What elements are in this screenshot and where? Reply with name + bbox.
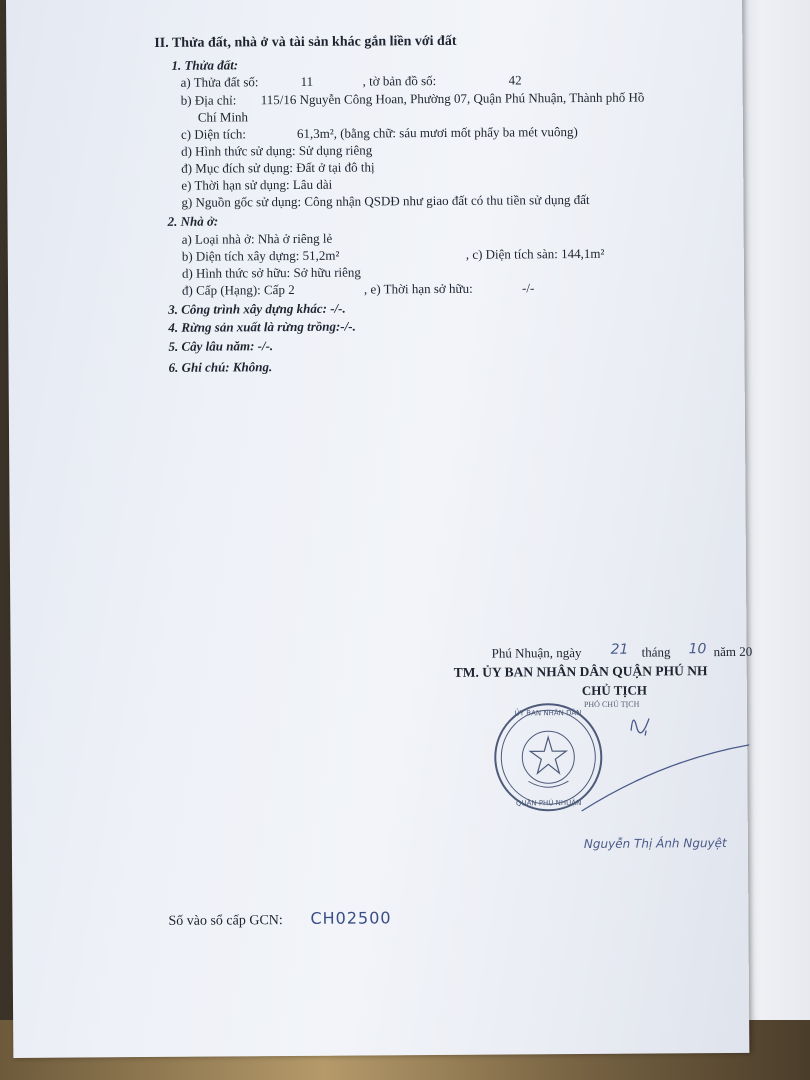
signature-scribble-icon (571, 700, 752, 821)
item-note: 6. Ghi chú: Không. (168, 359, 273, 375)
item-perennial: 5. Cây lâu năm: -/-. (168, 338, 274, 354)
ownership: d) Hình thức sở hữu: Sở hữu riêng (181, 264, 361, 281)
address-line2: Chí Minh (197, 109, 249, 125)
section-title: II. Thửa đất, nhà ở và tài sản khác gắn liền với đất (154, 33, 457, 51)
built-area: b) Diện tích xây dựng: 51,2m² (181, 247, 340, 264)
date-month-label: tháng (641, 644, 671, 660)
map-label: , tờ bản đồ số: (362, 72, 437, 89)
house-heading: 2. Nhà ở: (167, 213, 219, 229)
area-value: 61,3m², (bằng chữ: sáu mươi mốt phẩy ba mét vuông) (296, 124, 578, 141)
item-forest: 4. Rừng sản xuất là rừng trồng:-/-. (168, 318, 356, 335)
date-year-label: năm 20 (713, 643, 753, 660)
date-day: 21 (610, 641, 629, 658)
area-label: c) Diện tích: (180, 126, 246, 142)
registry-label: Số vào sổ cấp GCN: (168, 913, 283, 929)
parcel-number: 11 (300, 73, 314, 89)
svg-text:ỦY BAN NHÂN DÂN: ỦY BAN NHÂN DÂN (514, 709, 582, 718)
use-origin: g) Nguồn gốc sử dụng: Công nhận QSDĐ như giao đất có thu tiền sử dụng đất (181, 191, 590, 210)
parcel-label: a) Thửa đất số: (180, 74, 259, 90)
address-line1: 115/16 Nguyễn Công Hoan, Phường 07, Quận Phú Nhuận, Thành phố Hồ (260, 89, 645, 108)
use-form: d) Hình thức sử dụng: Sử dụng riêng (181, 142, 373, 159)
own-term-label: , e) Thời hạn sở hữu: (363, 280, 473, 297)
date-month: 10 (688, 641, 707, 658)
address-label: b) Địa chỉ: (180, 92, 237, 108)
item-other-works: 3. Công trình xây dựng khác: -/-. (168, 300, 346, 317)
grade: đ) Cấp (Hạng): Cấp 2 (181, 281, 295, 298)
signer-title: CHỦ TỊCH (581, 682, 648, 698)
certificate-page (6, 0, 753, 1058)
registry-number: CH02500 (310, 908, 392, 928)
svg-text:QUẬN PHÚ NHUẬN: QUẬN PHÚ NHUẬN (515, 799, 582, 808)
use-term: e) Thời hạn sử dụng: Lâu dài (181, 176, 333, 193)
issuing-org: TM. ỦY BAN NHÂN DÂN QUẬN PHÚ NH (453, 663, 708, 680)
purpose: đ) Mục đích sử dụng: Đất ở tại đô thị (181, 159, 375, 176)
date-prefix: Phú Nhuận, ngày (491, 644, 582, 661)
signer-name: Nguyễn Thị Ánh Nguyệt (583, 835, 727, 851)
signer-subtitle: PHÓ CHỦ TỊCH (583, 699, 640, 709)
land-heading: 1. Thửa đất: (171, 57, 239, 73)
own-term-value: -/- (521, 280, 535, 296)
map-number: 42 (508, 72, 522, 88)
floor-area: , c) Diện tích sàn: 144,1m² (465, 245, 605, 262)
house-type: a) Loại nhà ở: Nhà ở riêng lẻ (181, 230, 333, 247)
